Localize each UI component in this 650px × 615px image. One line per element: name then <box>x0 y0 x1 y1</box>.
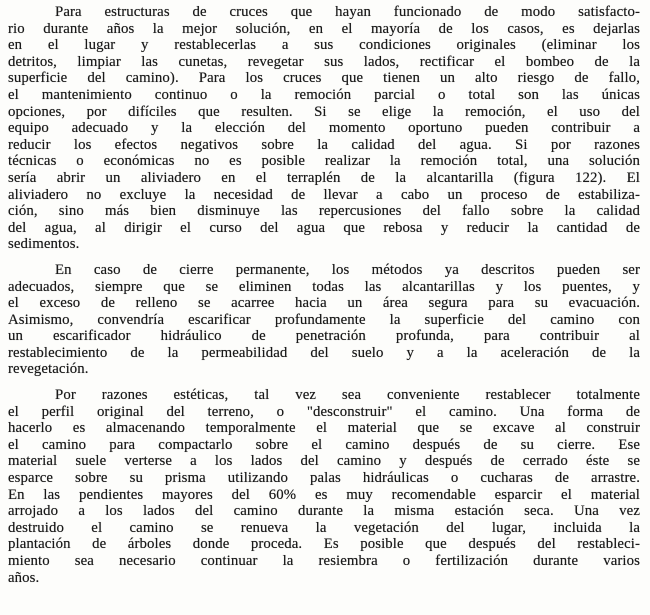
text-line: restablecimiento de la permeabilidad del suelo y a la aceleración de la <box>8 344 640 361</box>
text-line: material suele verterse a los lados del camino y después de cerrado éste se <box>8 453 640 470</box>
text-line: técnicas o económicas no es posible realizar la remoción total, una solución <box>8 153 640 170</box>
text-line: Por razones estéticas, tal vez sea conveniente restablecer totalmente <box>55 387 640 404</box>
text-line: opciones, por difíciles que resulten. Si se elige la remoción, el uso del <box>8 103 640 120</box>
text-line: Asimismo, convendría escarificar profundamente la superficie del camino con <box>8 311 640 328</box>
text-line: esparce sobre su prisma utilizando palas hidráulicas o cucharas de arrastre. <box>8 470 640 487</box>
text-line: detritos, limpiar las cunetas, revegetar sus lados, rectificar el bombeo de la <box>8 53 640 70</box>
text-line: reducir los efectos negativos sobre la calidad del agua. Si por razones <box>8 136 640 153</box>
document-body <box>8 4 640 586</box>
text-line: del agua, al dirigir el curso del agua que rebosa y reducir la cantidad de <box>8 219 640 236</box>
text-line: equipo adecuado y la elección del momento oportuno pueden contribuir a <box>8 120 640 137</box>
text-line: aliviadero no excluye la necesidad de llevar a cabo un proceso de estabiliza- <box>8 186 640 203</box>
text-line: En las pendientes mayores del 60% es muy recomendable esparcir el material <box>8 486 640 503</box>
paragraph-3 <box>8 387 640 586</box>
text-line: miento sea necesario continuar la resiembra o fertilización durante varios <box>8 553 640 569</box>
text-line: plantación de árboles donde proceda. Es posible que después del restableci- <box>8 536 640 553</box>
text-line: En caso de cierre permanente, los métodos ya descritos pueden ser <box>55 261 640 278</box>
text-line: superficie del camino). Para los cruces que tienen un alto riesgo de fallo, <box>8 70 640 87</box>
text-line: rio durante años la mejor solución, en el mayoría de los casos, es dejarlas <box>8 20 640 37</box>
text-line: el exceso de relleno se acarree hacia un área segura para su evacuación. <box>8 295 640 312</box>
text-line: el mantenimiento continuo o la remoción parcial o total son las únicas <box>8 86 640 103</box>
text-line: adecuados, siempre que se eliminen todas las alcantarillas y los puentes, y <box>8 278 640 295</box>
text-line: sería abrir un aliviadero en el terraplén de la alcantarilla (figura 122). El <box>8 169 640 186</box>
text-line: Para estructuras de cruces que hayan funcionado de modo satisfacto- <box>55 4 640 20</box>
text-line: en el lugar y restablecerlas a sus condiciones originales (eliminar los <box>8 37 640 54</box>
paragraph-1 <box>8 4 640 253</box>
text-line: un escarificador hidráulico de penetración profunda, para contribuir al <box>8 328 640 345</box>
paragraph-2 <box>8 262 640 378</box>
text-line: destruido el camino se renueva la vegetación del lugar, incluida la <box>8 519 640 536</box>
text-line: el camino para compactarlo sobre el camino después de su cierre. Ese <box>8 436 640 453</box>
text-line: el perfil original del terreno, o "desconstruir" el camino. Una forma de <box>8 403 640 420</box>
text-line: arrojado a los lados del camino durante la misma estación seca. Una vez <box>8 503 640 520</box>
text-line: sedimentos. <box>8 236 80 253</box>
text-line: ción, sino más bien disminuye las repercusiones del fallo sobre la calidad <box>8 203 640 220</box>
text-line: revegetación. <box>8 361 89 378</box>
text-line: años. <box>8 569 40 586</box>
text-line: hacerlo es almacenando temporalmente el material que se excave al construir <box>8 420 640 437</box>
